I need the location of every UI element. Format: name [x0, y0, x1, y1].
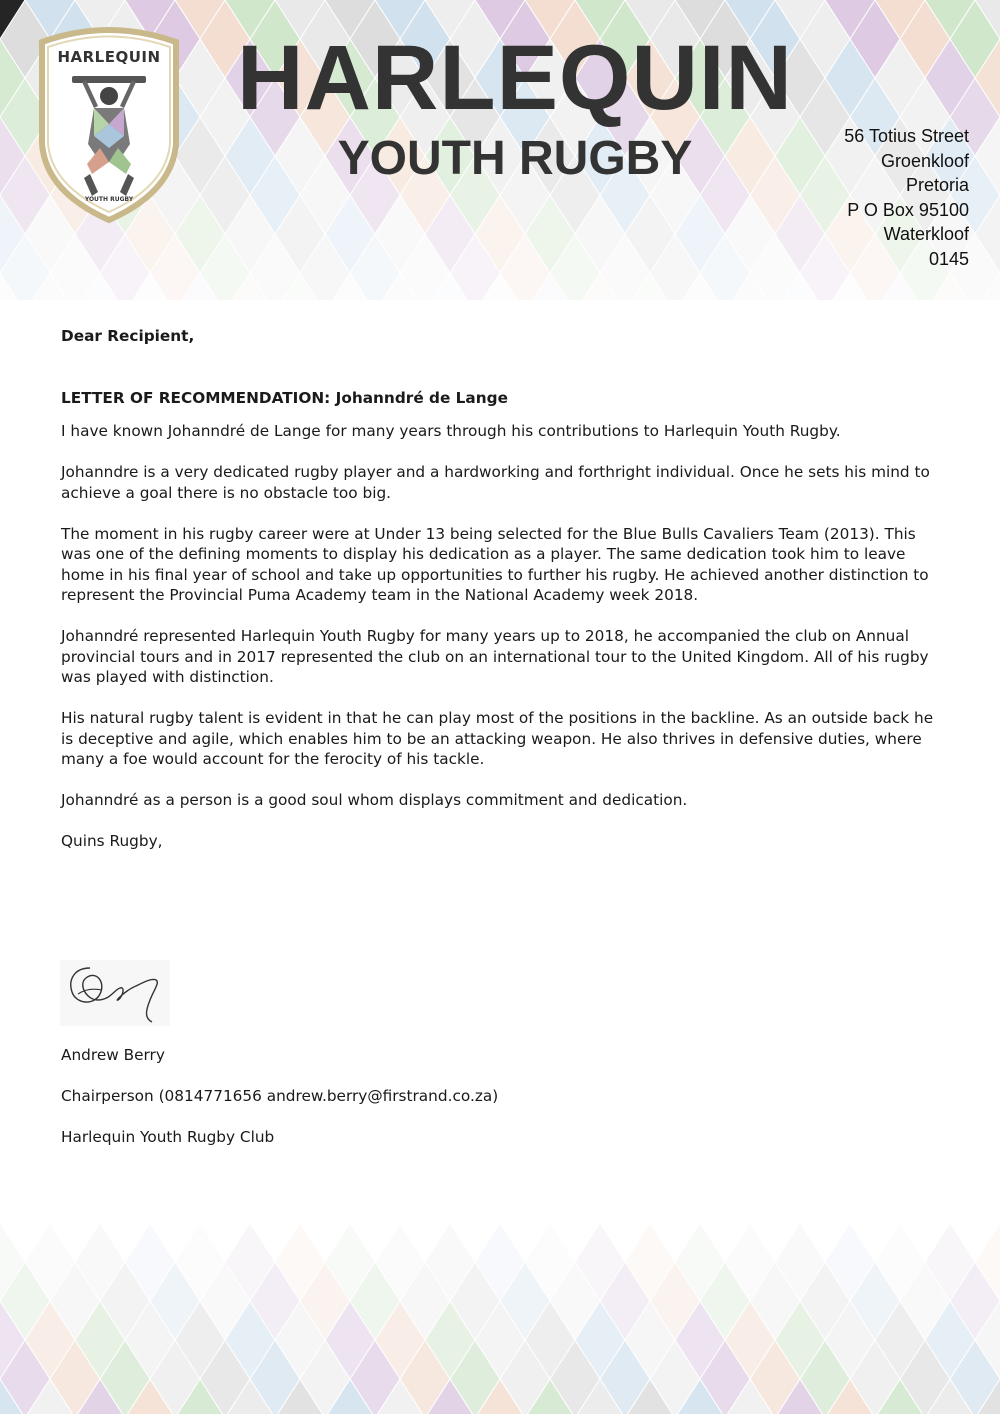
letterhead-title: HARLEQUIN	[237, 27, 793, 129]
handwritten-signature	[60, 960, 170, 1026]
closing-line: Quins Rugby,	[61, 832, 163, 850]
address-line: 0145	[928, 248, 969, 269]
letter-subject: LETTER OF RECOMMENDATION: Johanndré de Lange	[61, 388, 508, 407]
body-paragraph: I have known Johanndré de Lange for many years through his contributions to Harlequin Youth Rugby.	[61, 422, 841, 440]
signatory-name: Andrew Berry	[61, 1046, 165, 1064]
sign-off-block	[61, 1045, 498, 1168]
signatory-role-contact: Chairperson (0814771656 andrew.berry@firstrand.co.za)	[61, 1087, 499, 1105]
crest-top-label: HARLEQUIN	[57, 48, 161, 66]
bottom-diamond-pattern	[0, 1184, 1000, 1414]
address-line: Pretoria	[905, 175, 969, 195]
crest-bottom-label: YOUTH RUGBY	[84, 196, 134, 203]
salutation: Dear Recipient,	[61, 327, 195, 345]
body-paragraph: His natural rugby talent is evident in that he can play most of the positions in the backline. As an outside back he is deceptive and agile, which enables him to be an attacking weapon. He also thrives in defensive duties, where many a foe would account for the ferocity of his tackle.	[61, 709, 934, 768]
letterhead-subtitle: YOUTH RUGBY	[337, 132, 693, 185]
body-paragraph: The moment in his rugby career were at Under 13 being selected for the Blue Bulls Cavaliers Team (2013). This was one of the defining moments to display his dedication as a player. The same dedication took him to leave home in his final year of school and take up opportunities to further his rugby. He achieved another distinction to represent the Provincial Puma Academy team in the National Academy week 2018.	[61, 524, 929, 604]
body-paragraph: Johanndré represented Harlequin Youth Rugby for many years up to 2018, he accompanied the club on Annual provincial tours and in 2017 represented the club on an international tour to the United Kingdom. All of his rugby was played with distinction.	[61, 627, 929, 686]
body-paragraph: Johanndré as a person is a good soul whom displays commitment and dedication.	[61, 791, 688, 809]
letter-body	[61, 326, 946, 872]
address-line: P O Box 95100	[847, 199, 969, 220]
address-block	[844, 124, 969, 271]
address-line: Waterkloof	[883, 224, 969, 244]
harlequin-crest-logo	[32, 24, 186, 224]
body-paragraph: Johanndre is a very dedicated rugby player and a hardworking and forthright individual. Once he sets his mind to achieve a goal there is no obstacle too big.	[61, 463, 930, 502]
address-line: Groenkloof	[880, 150, 969, 171]
address-line: 56 Totius Street	[844, 126, 969, 146]
signatory-organization: Harlequin Youth Rugby Club	[61, 1128, 275, 1146]
